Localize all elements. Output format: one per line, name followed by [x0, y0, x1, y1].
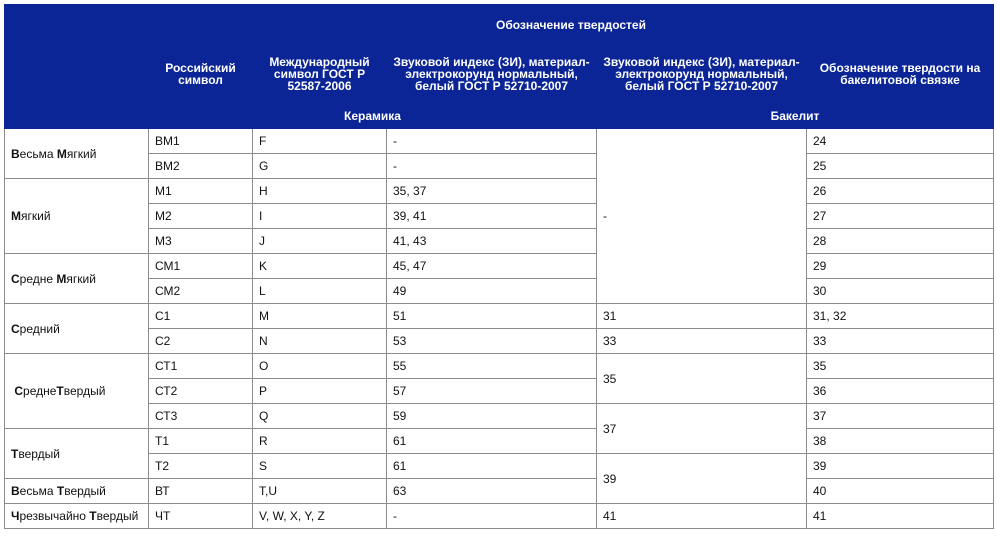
group-extremely-hard: Чрезвычайно Твердый [5, 504, 149, 529]
cell-zi-ceramic: 61 [387, 454, 597, 479]
cell-zi-ceramic: 53 [387, 329, 597, 354]
table-row [5, 329, 994, 354]
cell-zi-ceramic: 59 [387, 404, 597, 429]
cell-international-symbol: Q [253, 404, 387, 429]
table-row [5, 404, 994, 429]
table-row [5, 479, 994, 504]
cell-international-symbol: K [253, 254, 387, 279]
cell-international-symbol: T,U [253, 479, 387, 504]
cell-russian-symbol: С2 [149, 329, 253, 354]
cell-zi-bakelite: 39 [597, 454, 807, 504]
cell-international-symbol: O [253, 354, 387, 379]
cell-russian-symbol: Т2 [149, 454, 253, 479]
cell-russian-symbol: СТ2 [149, 379, 253, 404]
cell-zi-ceramic: - [387, 129, 597, 154]
cell-international-symbol: N [253, 329, 387, 354]
table-row [5, 229, 994, 254]
col-international-symbol: Международный символ ГОСТ Р 52587-2006 [253, 46, 387, 103]
header-empty [5, 5, 149, 129]
hardness-table [4, 4, 994, 529]
cell-zi-ceramic: 35, 37 [387, 179, 597, 204]
cell-russian-symbol: СТ1 [149, 354, 253, 379]
cell-zi-bakelite: 31 [597, 304, 807, 329]
cell-bakelite-hardness: 39 [807, 454, 994, 479]
cell-zi-bakelite-soft: - [597, 129, 807, 304]
cell-zi-ceramic: 61 [387, 429, 597, 454]
cell-russian-symbol: ВМ2 [149, 154, 253, 179]
cell-international-symbol: M [253, 304, 387, 329]
cell-zi-bakelite: 33 [597, 329, 807, 354]
cell-international-symbol: F [253, 129, 387, 154]
table-row [5, 204, 994, 229]
cell-russian-symbol: С1 [149, 304, 253, 329]
cell-bakelite-hardness: 40 [807, 479, 994, 504]
cell-bakelite-hardness: 24 [807, 129, 994, 154]
group-hard: Твердый [5, 429, 149, 479]
cell-bakelite-hardness: 38 [807, 429, 994, 454]
cell-zi-ceramic: 57 [387, 379, 597, 404]
table-row [5, 504, 994, 529]
group-very-soft: Весьма Мягкий [5, 129, 149, 179]
table-row [5, 279, 994, 304]
cell-zi-ceramic: - [387, 154, 597, 179]
cell-bakelite-hardness: 30 [807, 279, 994, 304]
cell-bakelite-hardness: 41 [807, 504, 994, 529]
cell-bakelite-hardness: 36 [807, 379, 994, 404]
table-row [5, 429, 994, 454]
cell-bakelite-hardness: 26 [807, 179, 994, 204]
cell-zi-ceramic: 41, 43 [387, 229, 597, 254]
table-title: Обозначение твердостей [149, 5, 994, 46]
group-very-hard: Весьма Твердый [5, 479, 149, 504]
table-row [5, 354, 994, 379]
cell-zi-ceramic: - [387, 504, 597, 529]
group-medium: Средний [5, 304, 149, 354]
cell-bakelite-hardness: 35 [807, 354, 994, 379]
table-row [5, 454, 994, 479]
cell-zi-ceramic: 51 [387, 304, 597, 329]
col-zi-ceramic: Звуковой индекс (ЗИ), материал- электрокорунд нормальный, белый ГОСТ Р 52710-2007 [387, 46, 597, 103]
cell-russian-symbol: СТ3 [149, 404, 253, 429]
cell-international-symbol: V, W, X, Y, Z [253, 504, 387, 529]
subheader-bakelite: Бакелит [597, 103, 994, 129]
cell-international-symbol: P [253, 379, 387, 404]
group-soft: Мягкий [5, 179, 149, 254]
cell-russian-symbol: ВМ1 [149, 129, 253, 154]
table-row [5, 179, 994, 204]
cell-russian-symbol: М1 [149, 179, 253, 204]
cell-international-symbol: L [253, 279, 387, 304]
cell-international-symbol: G [253, 154, 387, 179]
cell-russian-symbol: М3 [149, 229, 253, 254]
cell-bakelite-hardness: 25 [807, 154, 994, 179]
col-zi-bakelite: Звуковой индекс (ЗИ), материал- электрокорунд нормальный, белый ГОСТ Р 52710-2007 [597, 46, 807, 103]
table-row [5, 254, 994, 279]
cell-bakelite-hardness: 37 [807, 404, 994, 429]
group-medium-hard: СреднеТвердый [5, 354, 149, 429]
cell-bakelite-hardness: 33 [807, 329, 994, 354]
col-bakelite-hardness: Обозначение твердости на бакелитовой связке [807, 46, 994, 103]
cell-zi-bakelite: 35 [597, 354, 807, 404]
cell-russian-symbol: М2 [149, 204, 253, 229]
cell-international-symbol: H [253, 179, 387, 204]
cell-bakelite-hardness: 27 [807, 204, 994, 229]
cell-zi-ceramic: 63 [387, 479, 597, 504]
cell-zi-ceramic: 55 [387, 354, 597, 379]
cell-bakelite-hardness: 28 [807, 229, 994, 254]
cell-international-symbol: I [253, 204, 387, 229]
col-russian-symbol: Российский символ [149, 46, 253, 103]
table-row [5, 304, 994, 329]
table-row [5, 379, 994, 404]
cell-international-symbol: S [253, 454, 387, 479]
cell-zi-ceramic: 39, 41 [387, 204, 597, 229]
cell-bakelite-hardness: 29 [807, 254, 994, 279]
cell-zi-ceramic: 45, 47 [387, 254, 597, 279]
cell-russian-symbol: Т1 [149, 429, 253, 454]
cell-international-symbol: R [253, 429, 387, 454]
cell-international-symbol: J [253, 229, 387, 254]
cell-russian-symbol: СМ1 [149, 254, 253, 279]
table-row [5, 154, 994, 179]
table-row [5, 129, 994, 154]
cell-russian-symbol: ВТ [149, 479, 253, 504]
cell-zi-bakelite: 37 [597, 404, 807, 454]
cell-zi-bakelite: 41 [597, 504, 807, 529]
cell-russian-symbol: СМ2 [149, 279, 253, 304]
cell-bakelite-hardness: 31, 32 [807, 304, 994, 329]
cell-russian-symbol: ЧТ [149, 504, 253, 529]
subheader-ceramic: Керамика [149, 103, 597, 129]
group-medium-soft: Средне Мягкий [5, 254, 149, 304]
cell-zi-ceramic: 49 [387, 279, 597, 304]
